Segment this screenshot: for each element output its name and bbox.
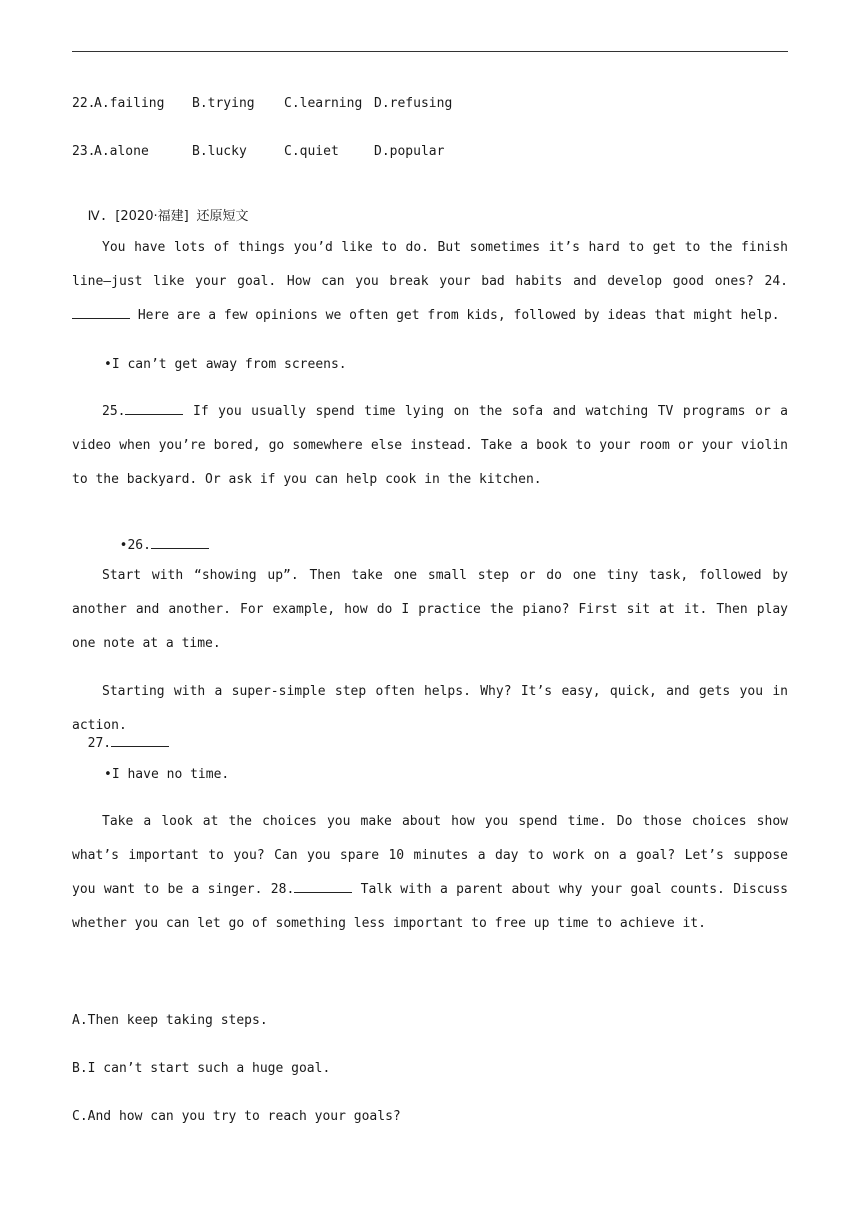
answer-blank-24[interactable]	[72, 307, 130, 319]
option-a: A.alone	[94, 144, 149, 159]
section-heading	[72, 191, 249, 225]
option-c: C.quiet	[284, 144, 339, 159]
blank-number: 25.	[102, 404, 126, 419]
bullet-1: •I can’t get away from screens.	[104, 357, 347, 372]
option-d: D.popular	[374, 144, 445, 159]
paragraph-1	[72, 231, 788, 333]
bullet-3: •I have no time.	[104, 767, 230, 782]
header-rule	[72, 51, 788, 52]
paragraph-text: If you usually spend time lying on the sofa and watching TV programs or a video when you’re bored, go somewhere else instead. Take a book to your room or your violin to the backyard. Or ask if you can help cook in the kitchen.	[72, 404, 788, 487]
paragraph-4: Starting with a super-simple step often helps. Why? It’s easy, quick, and gets you in action.	[72, 684, 788, 733]
option-c: C.learning	[284, 96, 363, 111]
answer-blank-25[interactable]	[125, 403, 183, 415]
answer-blank-27[interactable]	[111, 735, 169, 747]
question-number: 23.	[72, 144, 96, 159]
choice-b: B.I can’t start such a huge goal.	[72, 1061, 331, 1076]
paragraph-5	[72, 805, 788, 941]
answer-blank-28[interactable]	[294, 881, 352, 893]
question-number: 22.	[72, 96, 96, 111]
option-b: B.trying	[192, 96, 255, 111]
section-numeral: Ⅳ.	[87, 209, 108, 224]
paragraph-2	[72, 395, 788, 497]
blank-27-line	[72, 718, 788, 752]
choice-a: A.Then keep taking steps.	[72, 1013, 268, 1028]
paragraph-text: Talk with a parent about why your goal counts. Discuss whether you can let go of something less important to free up time to achieve it.	[72, 882, 788, 931]
option-a: A.failing	[94, 96, 165, 111]
answer-blank-26[interactable]	[151, 537, 209, 549]
choice-c: C.And how can you try to reach your goals?	[72, 1109, 401, 1124]
section-title: 还原短文	[196, 209, 249, 224]
option-b: B.lucky	[192, 144, 247, 159]
paragraph-3: Start with “showing up”. Then take one small step or do one tiny task, followed by another and another. For example, how do I practice the piano? First sit at it. Then play one note at a time.	[72, 568, 788, 651]
blank-number: 27.	[87, 736, 112, 751]
option-d: D.refusing	[374, 96, 453, 111]
blank-number: •26.	[119, 538, 151, 553]
paragraph-text: Take a look at the choices you make about how you spend time. Do those choices show what’s important to you? Can you spare 10 minutes a day to work on a goal? Let’s suppose you want to be a singer. 28.	[72, 814, 788, 897]
paragraph-text: Here are a few opinions we often get from kids, followed by ideas that might help.	[130, 308, 780, 323]
bullet-2	[104, 520, 209, 554]
section-tag: [2020·福建]	[115, 209, 189, 224]
paragraph-text: You have lots of things you’d like to do. But sometimes it’s hard to get to the finish line—just like your goal. How can you break your bad habits and develop good ones? 24.	[72, 240, 788, 289]
